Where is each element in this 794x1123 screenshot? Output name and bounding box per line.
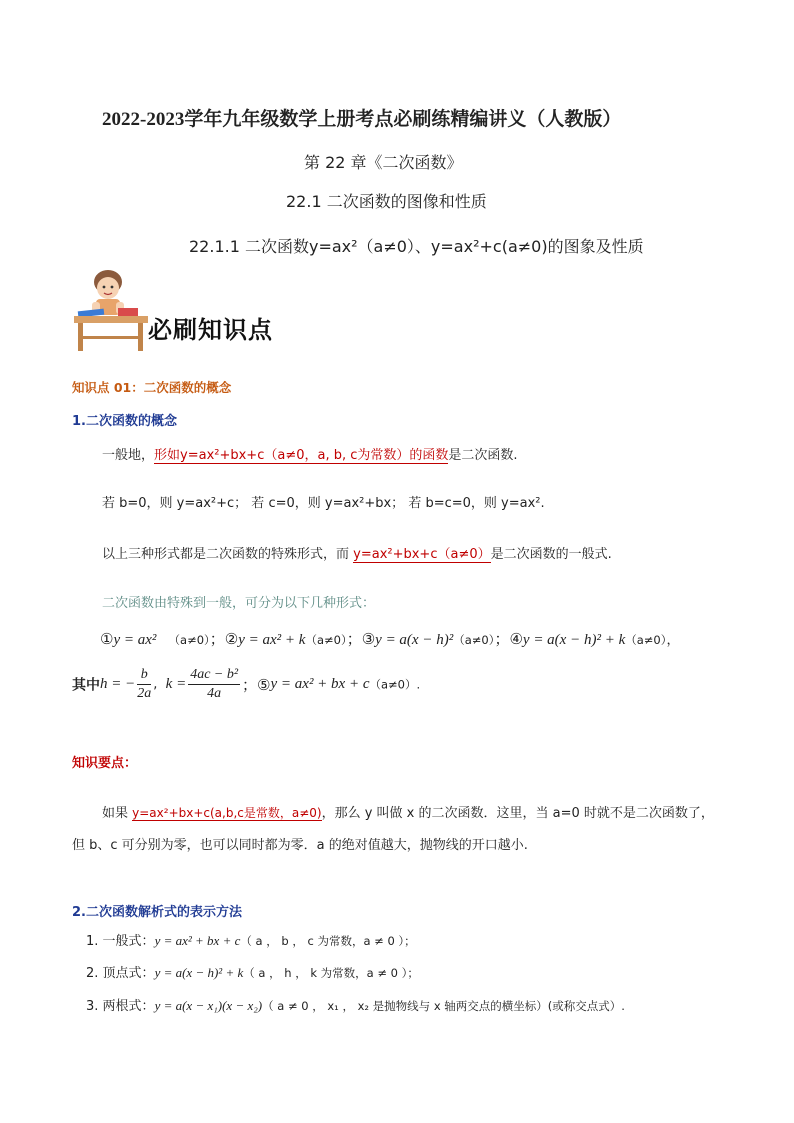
section-title xyxy=(286,189,487,212)
kp02-item-2 xyxy=(86,962,419,981)
kp02-item-3-num: 3. xyxy=(86,999,99,1014)
forms-end: ， xyxy=(666,633,680,648)
kp01-p1-definition: 形如y=ax²+bx+c（a≠0，a, b, c为常数）的函数 xyxy=(154,448,449,463)
kp01-p1 xyxy=(102,444,518,463)
kp02-item-1 xyxy=(86,930,416,949)
kp01-heading: 知识点 01：二次函数的概念 xyxy=(72,380,232,395)
key-points-p1 xyxy=(102,802,714,821)
form2-cond: （a≠0） xyxy=(305,633,347,647)
h-lhs: h = − xyxy=(100,676,136,692)
key-points-p1-prefix: 如果 xyxy=(102,806,133,821)
h-denominator: 2a xyxy=(137,686,152,701)
h-fraction xyxy=(137,666,151,703)
kp02-item-2-note: （ a ， h ， k 为常数，a ≠ 0 ）； xyxy=(243,966,419,980)
form5-cond: （a≠0）. xyxy=(369,677,421,692)
kp02-item-1-label: 一般式： xyxy=(102,934,155,949)
k-denominator: 4a xyxy=(207,686,222,701)
form5-mark: ；⑤ xyxy=(242,676,271,694)
k-lhs: k = xyxy=(165,676,187,692)
forms-line xyxy=(100,628,680,649)
form1: y = ax² xyxy=(113,632,157,648)
subsection-title: 22.1.1 二次函数y=ax²（a≠0）、y=ax²+c(a≠0)的图象及性质 xyxy=(189,237,644,256)
form4: y = a(x − h)² + k xyxy=(522,632,626,648)
banner-label: 必刷知识点 xyxy=(148,315,273,344)
kp01-p4: 二次函数由特殊到一般，可分为以下几种形式： xyxy=(102,596,376,611)
kp02-item-1-formula: y = ax² + bx + c xyxy=(154,933,241,948)
student-desk-illustration xyxy=(72,266,152,354)
banner xyxy=(72,266,302,356)
document-title: 2022-2023学年九年级数学上册考点必刷练精编讲义（人教版） xyxy=(102,109,622,130)
kp01-p2: 若 b=0，则 y=ax²+c； 若 c=0，则 y=ax²+bx； 若 b=c=0，则 y=ax². xyxy=(102,496,545,511)
where-prefix: 其中 xyxy=(72,678,100,694)
where-line: 其中h = − $\frac{b}{2a}$ , k = $\frac{\text{4ac − b²}}{4a}$ ；⑤y = ax² + bx + c（a≠0）. xyxy=(72,667,421,701)
form1-mark: ① xyxy=(100,630,114,648)
form3-mark: ；③ xyxy=(346,630,376,648)
form1-cond: （a≠0） xyxy=(168,633,210,647)
k-fraction xyxy=(188,666,240,703)
key-points-heading: 知识要点： xyxy=(72,756,138,771)
chapter-title: 第 22 章《二次函数》 xyxy=(304,153,463,172)
kp01-p3-general-form: y=ax²+bx+c（a≠0） xyxy=(353,547,491,562)
kp02-item-3-label: 两根式： xyxy=(102,999,155,1014)
kp02-item-3 xyxy=(86,995,625,1014)
kp02-item-1-note: （ a ， b ， c 为常数，a ≠ 0 ）； xyxy=(240,934,416,948)
kp02-item-2-num: 2. xyxy=(86,966,99,981)
key-points-p1-definition: y=ax²+bx+c(a,b,c是常数，a≠0) xyxy=(132,806,322,820)
kp02-item-3-formula: y = a(x − x₁)(x − x₂) xyxy=(154,998,263,1013)
form2: y = ax² + k xyxy=(238,632,306,648)
form4-cond: （a≠0） xyxy=(625,633,667,647)
form5: y = ax² + bx + c xyxy=(270,676,370,692)
form3: y = a(x − h)² xyxy=(375,632,454,648)
kp02-sub2: 2.二次函数解析式的表示方法 xyxy=(72,905,242,920)
form4-mark: ；④ xyxy=(494,630,523,648)
k-numerator: 4ac − b² xyxy=(188,666,240,685)
h-numerator: b xyxy=(137,666,151,685)
kp01-p3 xyxy=(102,543,612,562)
kp02-item-2-label: 顶点式： xyxy=(102,966,155,981)
kp01-p1-suffix: 是二次函数. xyxy=(448,448,518,463)
kp01-p3-prefix: 以上三种形式都是二次函数的特殊形式，而 xyxy=(102,547,354,562)
kp01-sub1: 1.二次函数的概念 xyxy=(72,414,177,429)
kp02-item-2-formula: y = a(x − h)² + k xyxy=(154,965,244,980)
form2-mark: ；② xyxy=(209,630,239,648)
section-title-text: 22.1 二次函数的图像和性质 xyxy=(286,192,487,211)
form3-cond: （a≠0） xyxy=(453,633,495,647)
kp02-item-1-num: 1. xyxy=(86,934,99,949)
key-points-p1-suffix: ，那么 y 叫做 x 的二次函数．这里，当 a=0 时就不是二次函数了， xyxy=(321,806,714,821)
key-points-p2: 但 b、c 可分别为零，也可以同时都为零．a 的绝对值越大，抛物线的开口越小. xyxy=(72,838,528,853)
kp02-item-3-note: （ a ≠ 0 ， x₁ ， x₂ 是抛物线与 x 轴两交点的横坐标）(或称交点式）. xyxy=(262,999,625,1013)
kp01-p3-suffix: 是二次函数的一般式. xyxy=(490,547,612,562)
kp01-p1-prefix: 一般地， xyxy=(102,448,155,463)
